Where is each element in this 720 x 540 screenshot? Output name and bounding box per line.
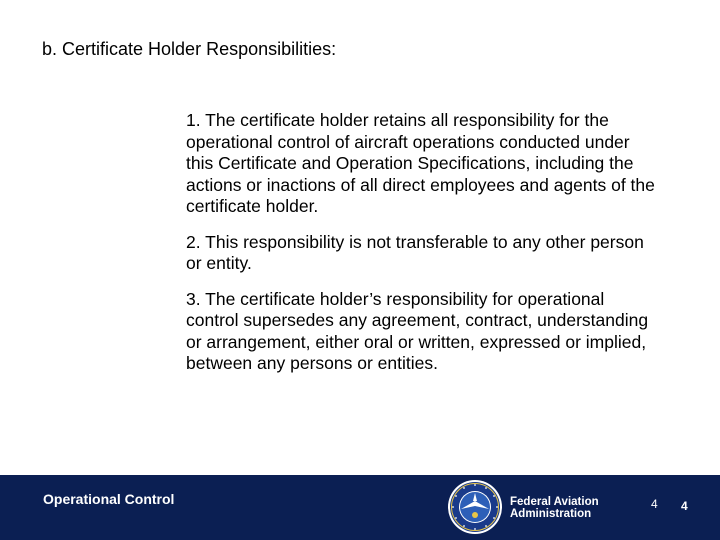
faa-seal-icon	[447, 479, 503, 535]
paragraph-3: 3. The certificate holder’s responsibility for operational control supersedes any agreement, contract, understanding or arrangement, either oral or written, expressed or implied, between any persons or entities.	[186, 288, 649, 373]
footer-bar	[0, 475, 720, 540]
page-number: 4	[651, 497, 658, 511]
paragraph-1: 1. The certificate holder retains all responsibility for the operational control of aircraft operations conducted under this Certificate and Operation Specifications, including the actions or inactions of all direct employees and agents of the certificate holder.	[186, 110, 655, 216]
agency-name	[510, 496, 599, 520]
agency-name-line2: Administration	[510, 508, 592, 520]
footer-title: Operational Control	[43, 491, 175, 507]
slide-number: 4	[681, 499, 688, 513]
slide-heading: b. Certificate Holder Responsibilities:	[42, 39, 337, 59]
body-text	[186, 110, 656, 389]
paragraph-2: 2. This responsibility is not transferable to any other person or entity.	[186, 231, 644, 273]
agency-name-line1: Federal Aviation	[510, 496, 599, 508]
